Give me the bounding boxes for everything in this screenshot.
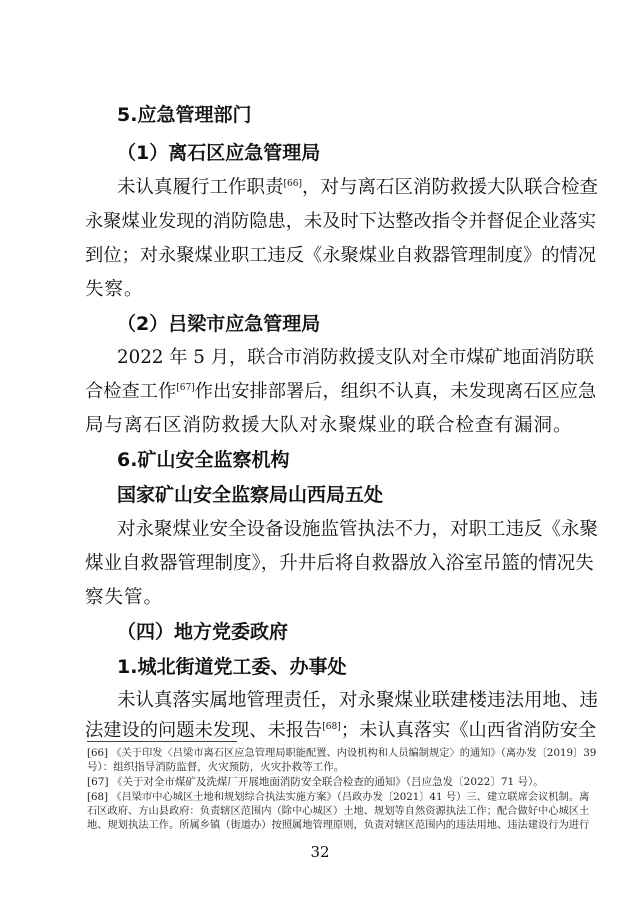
footnote-68: [68] 《吕梁市中心城区土地和规划综合执法实施方案》（吕政办发〔2021〕41 号）三、建立联席会议机制。离 <box>87 791 590 803</box>
footnote-ref-66: [66] <box>283 178 302 189</box>
page-number: 32 <box>310 843 330 861</box>
footnote-separator <box>87 741 237 742</box>
paragraph-line: 未认真落实属地管理责任，对永聚煤业联建楼违法用地、违 <box>117 690 599 711</box>
paragraph-line: 对永聚煤业安全设备设施监管执法不力，对职工违反《永聚 <box>117 519 599 540</box>
footnote-68-cont: 地、规划执法工作。所属乡镇（街道办）按照属地管理原则，负责对辖区范围内的违法用地、违法建设行为进行 <box>87 819 590 831</box>
footnote-67: [67] 《关于对全市煤矿及洗煤厂开展地面消防安全联合检查的通知》（吕应急发〔2022〕71 号）。 <box>87 776 544 788</box>
footnote-66: [66] 《关于印发〈吕梁市离石区应急管理局职能配置、内设机构和人员编制规定〉的通知》（离办发〔2019〕39 <box>87 747 597 759</box>
paragraph-line: 永聚煤业发现的消防隐患，未及时下达整改指令并督促企业落实 <box>85 211 596 232</box>
paragraph-line: 未认真履行工作职责[66]，对与离石区消防救援大队联合检查 <box>117 177 599 198</box>
paragraph-line: 2022 年 5 月，联合市消防救援支队对全市煤矿地面消防联 <box>117 347 594 368</box>
paragraph-line: 局与离石区消防救援大队对永聚煤业的联合检查有漏洞。 <box>85 415 573 436</box>
paragraph-line: 煤业自救器管理制度》，升井后将自救器放入浴室吊篮的情况失 <box>85 553 594 574</box>
subheading-lvliang-emergency: （2）吕梁市应急管理局 <box>117 313 321 335</box>
section-heading-local-government: （四）地方党委政府 <box>117 621 289 643</box>
footnote-68-cont: 石区政府、方山县政府：负责辖区范围内（除中心城区）土地、规划等自然资源执法工作；配合做好中心城区土 <box>87 805 590 817</box>
section-heading-6: 6.矿山安全监察机构 <box>117 449 290 471</box>
paragraph-line: 到位；对永聚煤业职工违反《永聚煤业自救器管理制度》的情况 <box>85 245 596 266</box>
subheading-mine-safety-office: 国家矿山安全监察局山西局五处 <box>117 484 384 506</box>
footnote-66-cont: 号）：组织指导消防监督，火灾预防，火灾扑救等工作。 <box>87 761 345 773</box>
subheading-chengbei-street: 1.城北街道党工委、办事处 <box>117 656 347 678</box>
section-heading-5: 5.应急管理部门 <box>117 104 252 126</box>
paragraph-line: 察失管。 <box>85 587 164 608</box>
paragraph-line: 失察。 <box>85 279 144 300</box>
footnote-ref-67: [67] <box>176 382 195 393</box>
paragraph-line: 法建设的问题未发现、未报告[68]；未认真落实《山西省消防安全 <box>85 720 597 741</box>
subheading-lishi-emergency: （1）离石区应急管理局 <box>117 142 321 164</box>
paragraph-line: 合检查工作[67]作出安排部署后，组织不认真，未发现离石区应急 <box>85 381 597 402</box>
footnote-ref-68: [68] <box>322 721 341 732</box>
